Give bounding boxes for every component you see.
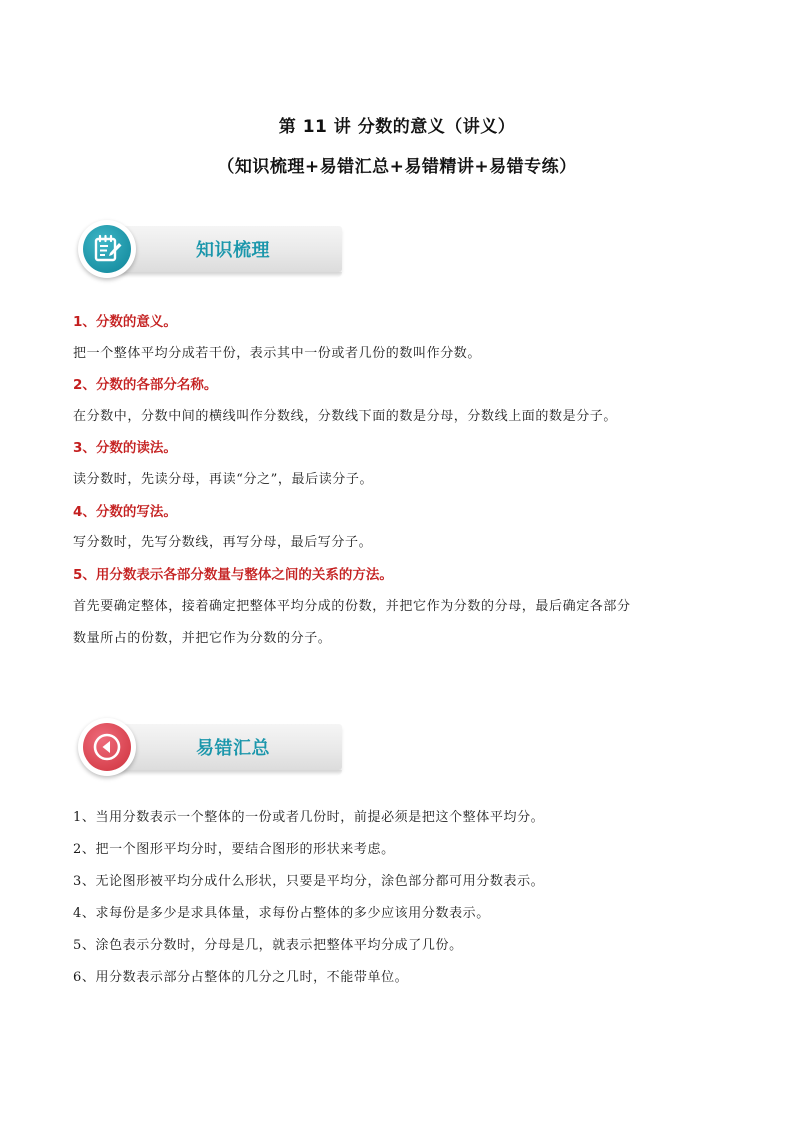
- knowledge-heading-3: 3、分数的读法。: [73, 440, 177, 456]
- knowledge-heading-5: 5、用分数表示各部分数量与整体之间的关系的方法。: [73, 567, 393, 583]
- banner-circle: [78, 718, 136, 776]
- page-title: 第 11 讲 分数的意义（讲义）: [278, 117, 516, 137]
- section-title-errors: 易错汇总: [196, 738, 270, 759]
- section-banner-errors: [78, 720, 344, 780]
- notepad-pen-icon: [83, 225, 131, 273]
- knowledge-text-3: 读分数时，先读分母，再读“分之”，最后读分子。: [73, 472, 374, 487]
- page-subtitle: （知识梳理+易错汇总+易错精讲+易错专练）: [217, 157, 577, 177]
- knowledge-heading-1: 1、分数的意义。: [73, 314, 177, 330]
- knowledge-text-4: 写分数时，先写分数线，再写分母，最后写分子。: [73, 535, 373, 550]
- error-item: 4、求每份是多少是求具体量，求每份占整体的多少应该用分数表示。: [73, 906, 490, 921]
- section-title-knowledge: 知识梳理: [196, 240, 270, 261]
- error-item: 1、当用分数表示一个整体的一份或者几份时，前提必须是把这个整体平均分。: [73, 810, 545, 825]
- error-item: 2、把一个图形平均分时，要结合图形的形状来考虑。: [73, 842, 395, 857]
- knowledge-heading-2: 2、分数的各部分名称。: [73, 377, 218, 393]
- knowledge-text-5b: 数量所占的份数，并把它作为分数的分子。: [73, 631, 332, 646]
- knowledge-text-5a: 首先要确定整体，接着确定把整体平均分成的份数，并把它作为分数的分母，最后确定各部分: [73, 599, 631, 614]
- error-item: 3、无论图形被平均分成什么形状，只要是平均分，涂色部分都可用分数表示。: [73, 874, 545, 889]
- banner-circle: [78, 220, 136, 278]
- knowledge-heading-4: 4、分数的写法。: [73, 504, 177, 520]
- back-arrow-icon: [83, 723, 131, 771]
- knowledge-text-2: 在分数中，分数中间的横线叫作分数线，分数线下面的数是分母，分数线上面的数是分子。: [73, 409, 618, 424]
- error-item: 6、用分数表示部分占整体的几分之几时，不能带单位。: [73, 970, 409, 985]
- section-banner-knowledge: [78, 222, 344, 282]
- error-item: 5、涂色表示分数时，分母是几，就表示把整体平均分成了几份。: [73, 938, 463, 953]
- knowledge-text-1: 把一个整体平均分成若干份，表示其中一份或者几份的数叫作分数。: [73, 346, 482, 361]
